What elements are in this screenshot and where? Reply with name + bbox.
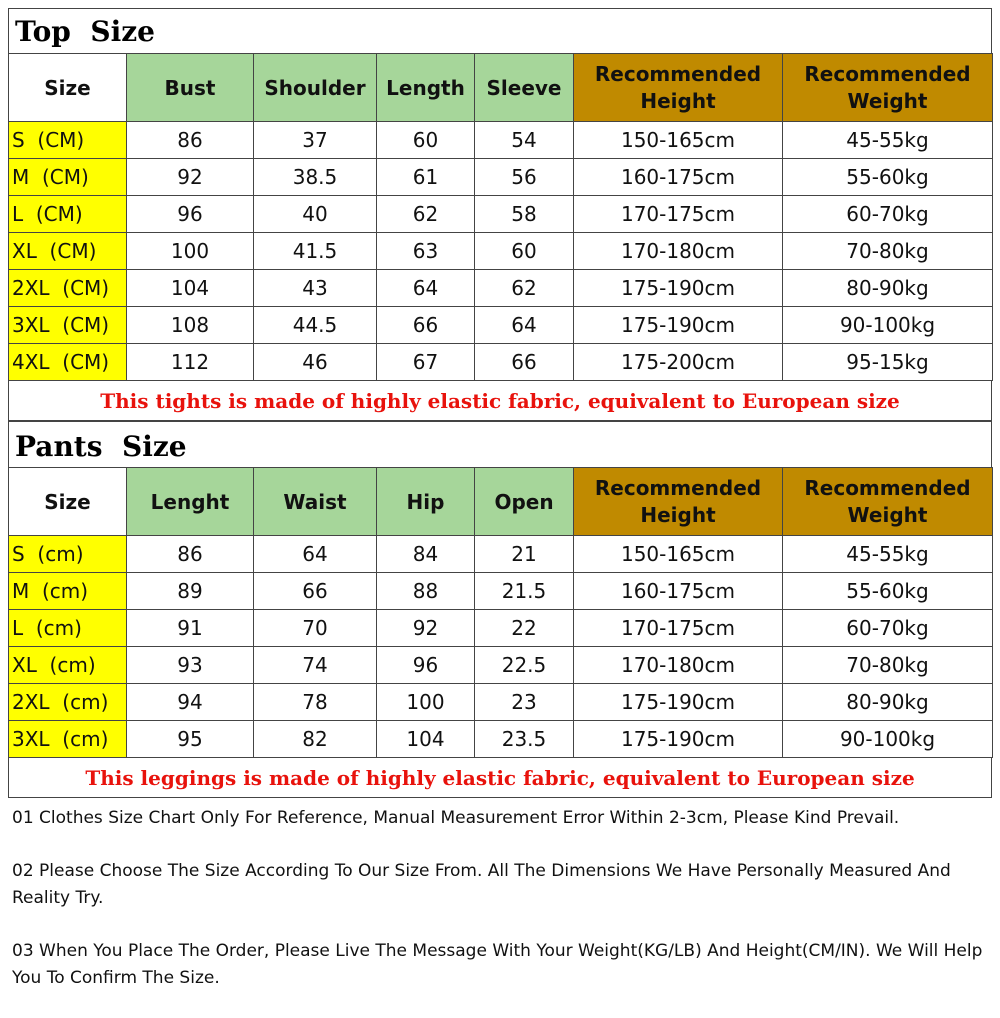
note-1: 01 Clothes Size Chart Only For Reference, Manual Measurement Error Within 2-3cm, Please Kind Prevail.	[12, 808, 900, 828]
size-cell: 3XL (CM)	[9, 307, 127, 344]
value-cell: 41.5	[254, 233, 377, 270]
value-cell: 80-90kg	[783, 684, 993, 721]
table-row	[9, 647, 993, 684]
value-cell: 60-70kg	[783, 610, 993, 647]
value-cell: 64	[475, 307, 574, 344]
header-recommended-weight: Recommended Weight	[783, 468, 993, 536]
value-cell: 55-60kg	[783, 573, 993, 610]
value-cell: 170-175cm	[574, 610, 783, 647]
value-cell: 56	[475, 159, 574, 196]
value-cell: 100	[127, 233, 254, 270]
value-cell: 54	[475, 122, 574, 159]
table-header-row	[9, 468, 993, 536]
value-cell: 22.5	[475, 647, 574, 684]
header-recommended-weight: Recommended Weight	[783, 54, 993, 122]
value-cell: 104	[377, 721, 475, 758]
table-row	[9, 536, 993, 573]
value-cell: 66	[475, 344, 574, 381]
value-cell: 112	[127, 344, 254, 381]
table-row	[9, 344, 993, 381]
size-cell: M (cm)	[9, 573, 127, 610]
value-cell: 100	[377, 684, 475, 721]
value-cell: 95-15kg	[783, 344, 993, 381]
table-row	[9, 270, 993, 307]
value-cell: 160-175cm	[574, 159, 783, 196]
size-chart	[8, 8, 992, 798]
size-cell: XL (cm)	[9, 647, 127, 684]
table-row	[9, 573, 993, 610]
value-cell: 78	[254, 684, 377, 721]
table-row	[9, 159, 993, 196]
value-cell: 92	[377, 610, 475, 647]
header-sleeve: Sleeve	[475, 54, 574, 122]
table-row	[9, 196, 993, 233]
value-cell: 23.5	[475, 721, 574, 758]
table-row	[9, 307, 993, 344]
value-cell: 66	[377, 307, 475, 344]
value-cell: 92	[127, 159, 254, 196]
value-cell: 60	[377, 122, 475, 159]
size-cell: 4XL (CM)	[9, 344, 127, 381]
table-header-row	[9, 54, 993, 122]
header-shoulder: Shoulder	[254, 54, 377, 122]
value-cell: 150-165cm	[574, 122, 783, 159]
value-cell: 44.5	[254, 307, 377, 344]
value-cell: 45-55kg	[783, 122, 993, 159]
value-cell: 63	[377, 233, 475, 270]
value-cell: 67	[377, 344, 475, 381]
value-cell: 66	[254, 573, 377, 610]
value-cell: 37	[254, 122, 377, 159]
value-cell: 58	[475, 196, 574, 233]
size-cell: L (cm)	[9, 610, 127, 647]
header-open: Open	[475, 468, 574, 536]
value-cell: 94	[127, 684, 254, 721]
value-cell: 108	[127, 307, 254, 344]
header-length: Lenght	[127, 468, 254, 536]
value-cell: 82	[254, 721, 377, 758]
value-cell: 86	[127, 536, 254, 573]
size-cell: 2XL (CM)	[9, 270, 127, 307]
header-recommended-height: Recommended Height	[574, 54, 783, 122]
header-length: Length	[377, 54, 475, 122]
value-cell: 74	[254, 647, 377, 684]
table-row	[9, 122, 993, 159]
size-cell: M (CM)	[9, 159, 127, 196]
table-row	[9, 721, 993, 758]
pants-elastic-note: This leggings is made of highly elastic fabric, equivalent to European size	[8, 758, 992, 798]
value-cell: 22	[475, 610, 574, 647]
header-bust: Bust	[127, 54, 254, 122]
value-cell: 150-165cm	[574, 536, 783, 573]
header-size: Size	[9, 468, 127, 536]
table-row	[9, 684, 993, 721]
size-cell: 3XL (cm)	[9, 721, 127, 758]
top-size-table	[8, 53, 993, 381]
size-cell: L (CM)	[9, 196, 127, 233]
size-cell: S (cm)	[9, 536, 127, 573]
value-cell: 64	[254, 536, 377, 573]
value-cell: 93	[127, 647, 254, 684]
value-cell: 96	[377, 647, 475, 684]
value-cell: 175-190cm	[574, 307, 783, 344]
value-cell: 90-100kg	[783, 307, 993, 344]
value-cell: 62	[377, 196, 475, 233]
value-cell: 175-190cm	[574, 721, 783, 758]
value-cell: 62	[475, 270, 574, 307]
value-cell: 70	[254, 610, 377, 647]
value-cell: 60	[475, 233, 574, 270]
value-cell: 170-175cm	[574, 196, 783, 233]
value-cell: 96	[127, 196, 254, 233]
header-size: Size	[9, 54, 127, 122]
value-cell: 80-90kg	[783, 270, 993, 307]
value-cell: 21.5	[475, 573, 574, 610]
size-cell: XL (CM)	[9, 233, 127, 270]
value-cell: 46	[254, 344, 377, 381]
header-waist: Waist	[254, 468, 377, 536]
pants-size-table	[8, 467, 993, 758]
value-cell: 84	[377, 536, 475, 573]
value-cell: 70-80kg	[783, 233, 993, 270]
value-cell: 40	[254, 196, 377, 233]
pants-size-title: Pants Size	[8, 421, 992, 467]
header-recommended-height: Recommended Height	[574, 468, 783, 536]
table-row	[9, 233, 993, 270]
value-cell: 43	[254, 270, 377, 307]
value-cell: 86	[127, 122, 254, 159]
value-cell: 21	[475, 536, 574, 573]
header-hip: Hip	[377, 468, 475, 536]
top-elastic-note: This tights is made of highly elastic fabric, equivalent to European size	[8, 381, 992, 421]
value-cell: 64	[377, 270, 475, 307]
value-cell: 170-180cm	[574, 647, 783, 684]
value-cell: 70-80kg	[783, 647, 993, 684]
value-cell: 175-190cm	[574, 684, 783, 721]
size-cell: S (CM)	[9, 122, 127, 159]
value-cell: 104	[127, 270, 254, 307]
note-2: 02 Please Choose The Size According To Our Size From. All The Dimensions We Have Personally Measured And Reality Try.	[12, 861, 951, 908]
value-cell: 55-60kg	[783, 159, 993, 196]
value-cell: 88	[377, 573, 475, 610]
size-cell: 2XL (cm)	[9, 684, 127, 721]
value-cell: 175-190cm	[574, 270, 783, 307]
size-notes	[12, 805, 992, 1018]
value-cell: 91	[127, 610, 254, 647]
value-cell: 170-180cm	[574, 233, 783, 270]
value-cell: 89	[127, 573, 254, 610]
value-cell: 175-200cm	[574, 344, 783, 381]
value-cell: 90-100kg	[783, 721, 993, 758]
value-cell: 45-55kg	[783, 536, 993, 573]
value-cell: 61	[377, 159, 475, 196]
value-cell: 95	[127, 721, 254, 758]
value-cell: 38.5	[254, 159, 377, 196]
value-cell: 160-175cm	[574, 573, 783, 610]
value-cell: 23	[475, 684, 574, 721]
value-cell: 60-70kg	[783, 196, 993, 233]
note-3: 03 When You Place The Order, Please Live The Message With Your Weight(KG/LB) And Height(CM/IN). We Will Help You To Confirm The Size.	[12, 941, 983, 988]
top-size-title: Top Size	[8, 8, 992, 53]
table-row	[9, 610, 993, 647]
